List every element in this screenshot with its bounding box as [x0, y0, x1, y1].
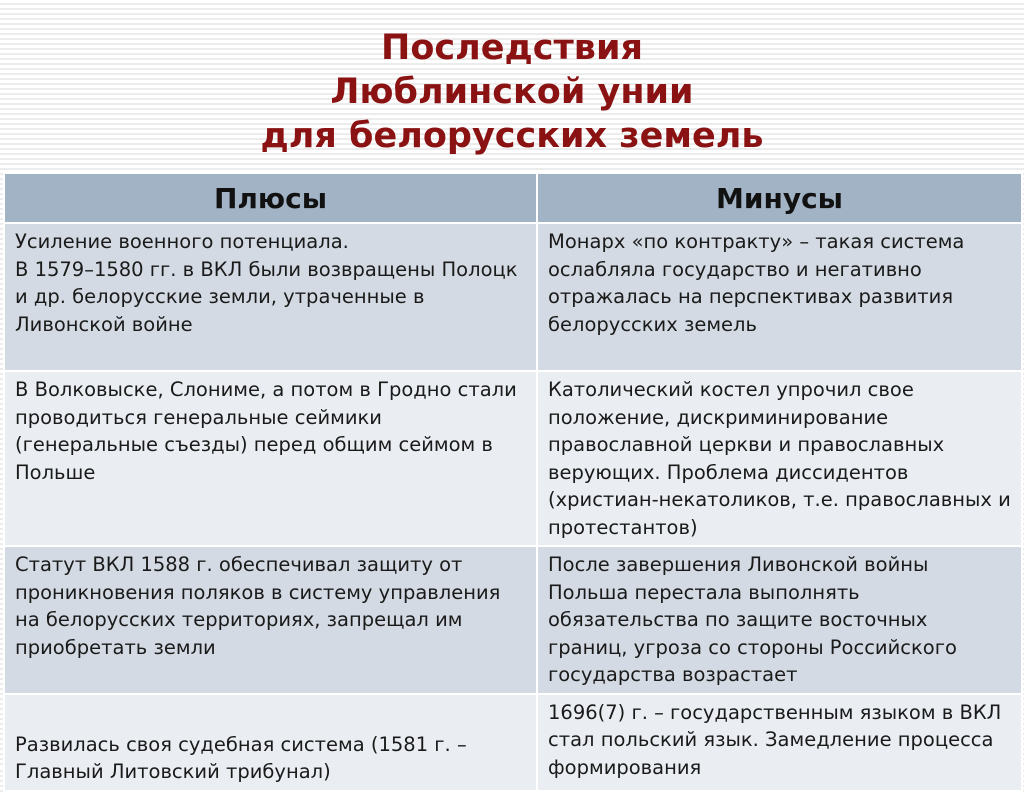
plus-cell: В Волковыске, Слониме, а потом в Гродно стали проводиться генеральные сеймики (генеральные съезды) перед общим сеймом в Польше: [4, 371, 537, 546]
title-line-3: для белорусских земель: [260, 116, 764, 156]
plus-cell: Статут ВКЛ 1588 г. обеспечивал защиту от проникновения поляков в систему управления на белорусских территориях, запрещал им приобретать земли: [4, 546, 537, 694]
slide-title: [0, 26, 1024, 158]
table-row: [4, 223, 1022, 371]
plus-cell: Усиление военного потенциала. В 1579–1580 гг. в ВКЛ были возвращены Полоцк и др. белорусские земли, утраченные в Ливонской войне: [4, 223, 537, 371]
header-pros: Плюсы: [4, 173, 537, 223]
title-line-1: Последствия: [381, 28, 643, 68]
table-header-row: [4, 173, 1022, 223]
pros-cons-table: [3, 172, 1023, 792]
table-row: [4, 546, 1022, 694]
table-row: [4, 371, 1022, 546]
minus-cell: 1696(7) г. – государственным языком в ВКЛ стал польский язык. Замедление процесса формирования: [537, 694, 1022, 791]
plus-cell: Развилась своя судебная система (1581 г. – Главный Литовский трибунал): [4, 694, 537, 791]
minus-cell: Монарх «по контракту» – такая система ослабляла государство и негативно отражалась на перспективах развития белорусских земель: [537, 223, 1022, 371]
header-cons: Минусы: [537, 173, 1022, 223]
title-line-2: Люблинской унии: [330, 72, 694, 112]
minus-cell: Католический костел упрочил свое положение, дискриминирование православной церкви и православных верующих. Проблема диссидентов (христиан-некатоликов, т.е. православных и протестантов): [537, 371, 1022, 546]
table-row: [4, 694, 1022, 791]
minus-cell: После завершения Ливонской войны Польша перестала выполнять обязательства по защите восточных границ, угроза со стороны Российского государства возрастает: [537, 546, 1022, 694]
